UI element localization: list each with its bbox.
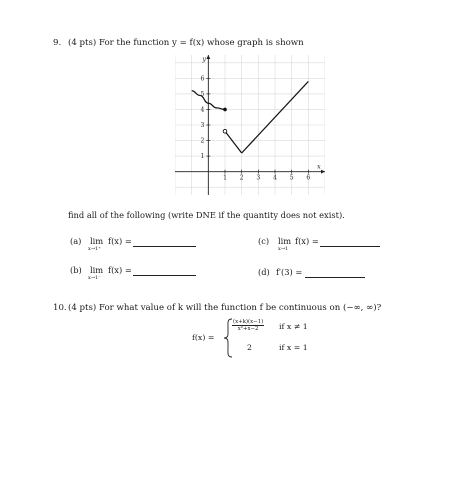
y-tick-label: 6 [200,75,205,83]
part-b-lim-sub: x→1⁻ [88,275,101,281]
x-axis-arrow [321,170,325,174]
graph-curves [192,81,309,153]
y-tick-label: 5 [200,90,205,98]
x-axis-label: x [317,162,321,171]
y-tick-label: 2 [200,137,205,145]
part-d-expr: f′(3) = [276,267,303,277]
part-b-expr: f(x) = [108,265,132,275]
part-c-expr: f(x) = [295,236,319,246]
part-b-lim: lim [90,265,104,275]
part-b-label: (b) [70,265,82,275]
graph-grid [175,55,325,195]
q9-number: 9. [53,38,62,48]
y-tick-label: 4 [200,106,205,114]
case1-fraction [232,319,264,332]
q10-prompt: (4 pts) For what value of k will the function f be continuous on (−∞, ∞)? [68,303,382,313]
q10-number: 10. [53,303,67,313]
x-tick-label: 4 [273,174,277,182]
x-tick-label: 1 [223,174,227,182]
part-c-lim-sub: x→1 [278,246,289,252]
case2-condition: if x = 1 [279,343,308,352]
q9-instruction: find all of the following (write DNE if the quantity does not exist). [68,210,345,220]
part-a-answer-blank[interactable] [133,245,196,247]
part-c-label: (c) [258,236,270,246]
case1-condition: if x ≠ 1 [279,322,308,331]
y-axis-arrow [206,55,210,59]
part-a-expr: f(x) = [108,236,132,246]
graph-ticks [201,55,321,182]
part-a-lim-sub: x→1⁺ [88,246,101,252]
part-c-answer-blank[interactable] [320,245,380,247]
case2-value: 2 [247,343,252,352]
case1-numerator: (x+k)(x−1) [233,319,264,325]
y-tick-label: 3 [200,122,205,129]
x-tick-label: 2 [239,174,244,182]
part-d-answer-blank[interactable] [305,276,365,278]
part-d-label: (d) [258,267,270,277]
part-a-lim: lim [90,236,104,246]
x-tick-label: 5 [289,174,294,182]
part-a-label: (a) [70,236,82,246]
q9-prompt: (4 pts) For the function y = f(x) whose graph is shown [68,38,304,48]
part-b-answer-blank[interactable] [133,274,196,276]
case1-denominator: x²+x−2 [237,326,259,332]
part-c-lim: lim [278,236,292,246]
piecewise-fx: f(x) = [192,333,215,342]
y-axis-label: y [202,55,207,63]
segment-down [225,131,242,153]
closed-point [223,108,227,112]
x-tick-label: 3 [256,174,261,182]
x-tick-label: 6 [306,174,311,182]
open-point [223,129,227,133]
function-graph [175,55,325,195]
y-tick-label: 1 [200,153,205,161]
